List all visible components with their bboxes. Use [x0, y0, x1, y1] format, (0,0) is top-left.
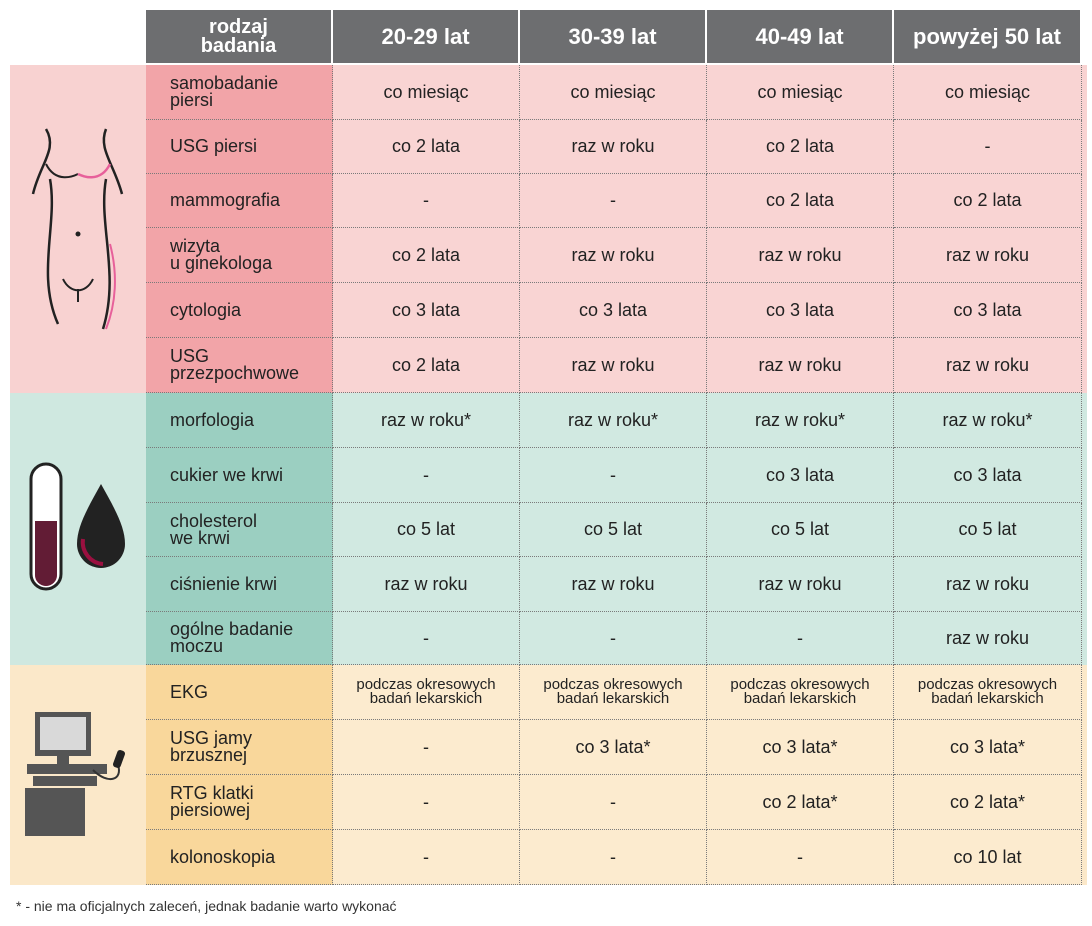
- exam-name: USG przezpochwowe: [146, 338, 333, 393]
- frequency-cell: podczas okresowych badań lekarskich: [894, 665, 1082, 720]
- frequency-cell: raz w roku: [894, 338, 1082, 393]
- header-age-column: powyżej 50 lat: [894, 10, 1080, 63]
- exam-name: RTG klatki piersiowej: [146, 775, 333, 830]
- frequency-cell: raz w roku: [894, 612, 1082, 665]
- exam-name: mammografia: [146, 174, 333, 228]
- frequency-cell: co 3 lata*: [894, 720, 1082, 775]
- exam-name: morfologia: [146, 393, 333, 448]
- exam-name: cytologia: [146, 283, 333, 338]
- frequency-cell: -: [333, 448, 520, 503]
- frequency-cell: -: [520, 174, 707, 228]
- exam-name: cukier we krwi: [146, 448, 333, 503]
- frequency-cell: raz w roku: [520, 557, 707, 612]
- frequency-cell: co 3 lata: [894, 283, 1082, 338]
- frequency-cell: -: [707, 830, 894, 885]
- frequency-cell: -: [333, 775, 520, 830]
- frequency-cell: raz w roku: [707, 557, 894, 612]
- exam-name: EKG: [146, 665, 333, 720]
- frequency-cell: raz w roku*: [333, 393, 520, 448]
- header-age-column: 30-39 lat: [520, 10, 705, 63]
- blood-test-icon: [10, 393, 146, 665]
- exam-name: wizyta u ginekologa: [146, 228, 333, 283]
- frequency-cell: co 3 lata: [894, 448, 1082, 503]
- frequency-cell: podczas okresowych badań lekarskich: [707, 665, 894, 720]
- frequency-cell: raz w roku*: [894, 393, 1082, 448]
- ultrasound-machine-icon: [10, 665, 146, 885]
- frequency-cell: co 2 lata*: [707, 775, 894, 830]
- female-body-icon: [10, 65, 146, 393]
- frequency-cell: co 5 lat: [894, 503, 1082, 557]
- frequency-cell: co 2 lata: [333, 338, 520, 393]
- frequency-cell: co 5 lat: [520, 503, 707, 557]
- header-age-column: 40-49 lat: [707, 10, 892, 63]
- frequency-cell: raz w roku: [520, 120, 707, 174]
- frequency-cell: raz w roku: [894, 228, 1082, 283]
- header-age-column: 20-29 lat: [333, 10, 518, 63]
- frequency-cell: -: [894, 120, 1082, 174]
- frequency-cell: co 3 lata: [707, 283, 894, 338]
- frequency-cell: raz w roku: [894, 557, 1082, 612]
- frequency-cell: podczas okresowych badań lekarskich: [520, 665, 707, 720]
- frequency-cell: co 3 lata: [707, 448, 894, 503]
- frequency-cell: -: [707, 612, 894, 665]
- frequency-cell: co 5 lat: [333, 503, 520, 557]
- exam-name: USG jamy brzusznej: [146, 720, 333, 775]
- frequency-cell: co 3 lata: [520, 283, 707, 338]
- exam-name: USG piersi: [146, 120, 333, 174]
- frequency-cell: raz w roku: [707, 228, 894, 283]
- frequency-cell: co miesiąc: [520, 65, 707, 120]
- frequency-cell: co 2 lata: [707, 120, 894, 174]
- frequency-cell: -: [333, 830, 520, 885]
- frequency-cell: co 3 lata*: [707, 720, 894, 775]
- frequency-cell: raz w roku*: [520, 393, 707, 448]
- exam-name: ogólne badanie moczu: [146, 612, 333, 665]
- frequency-cell: -: [520, 775, 707, 830]
- header-type-label: rodzaj badania: [146, 10, 331, 63]
- frequency-cell: co 2 lata: [894, 174, 1082, 228]
- frequency-cell: co 2 lata: [333, 228, 520, 283]
- frequency-cell: co 2 lata: [707, 174, 894, 228]
- frequency-cell: -: [333, 612, 520, 665]
- exam-name: cholesterol we krwi: [146, 503, 333, 557]
- exam-name: kolonoskopia: [146, 830, 333, 885]
- frequency-cell: raz w roku*: [707, 393, 894, 448]
- frequency-cell: co 2 lata: [333, 120, 520, 174]
- exam-name: samobadanie piersi: [146, 65, 333, 120]
- frequency-cell: co 5 lat: [707, 503, 894, 557]
- frequency-cell: co 3 lata: [333, 283, 520, 338]
- frequency-cell: co 2 lata*: [894, 775, 1082, 830]
- frequency-cell: raz w roku: [333, 557, 520, 612]
- frequency-cell: raz w roku: [520, 338, 707, 393]
- frequency-cell: raz w roku: [707, 338, 894, 393]
- frequency-cell: raz w roku: [520, 228, 707, 283]
- frequency-cell: co miesiąc: [333, 65, 520, 120]
- frequency-cell: co miesiąc: [707, 65, 894, 120]
- frequency-cell: -: [520, 830, 707, 885]
- exam-name: ciśnienie krwi: [146, 557, 333, 612]
- frequency-cell: -: [520, 612, 707, 665]
- frequency-cell: -: [333, 720, 520, 775]
- frequency-cell: co miesiąc: [894, 65, 1082, 120]
- frequency-cell: co 3 lata*: [520, 720, 707, 775]
- frequency-cell: podczas okresowych badań lekarskich: [333, 665, 520, 720]
- frequency-cell: -: [333, 174, 520, 228]
- frequency-cell: co 10 lat: [894, 830, 1082, 885]
- frequency-cell: -: [520, 448, 707, 503]
- footnote: * - nie ma oficjalnych zaleceń, jednak badanie warto wykonać: [16, 898, 397, 914]
